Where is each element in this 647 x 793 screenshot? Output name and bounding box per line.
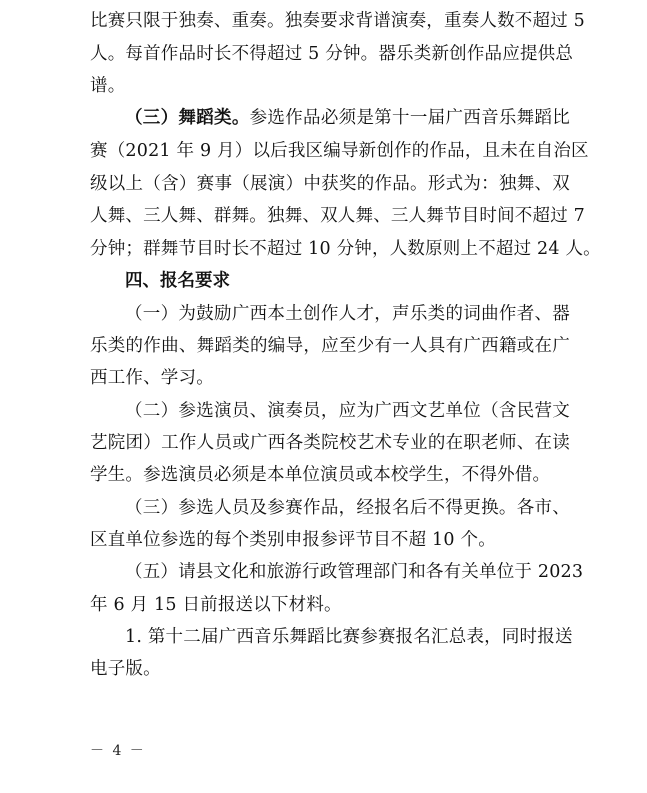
dance-paragraph-first-line — [125, 107, 570, 129]
paragraph-line: 年 6 月 15 日前报送以下材料。 — [90, 595, 342, 615]
paragraph-line: 分钟；群舞节目时长不超过 10 分钟，人数原则上不超过 24 人。 — [90, 239, 601, 259]
paragraph-line: 赛（2021 年 9 月）以后我区编导新创作的作品，且未在自治区 — [90, 141, 589, 161]
dance-category-heading: （三）舞蹈类。 — [125, 108, 250, 128]
paragraph-line: 艺院团）工作人员或广西各类院校艺术专业的在职老师、在读 — [90, 433, 570, 453]
paragraph-line: （一）为鼓励广西本土创作人才，声乐类的词曲作者、器 — [125, 304, 570, 324]
paragraph-line: 区直单位参选的每个类别申报参评节目不超 10 个。 — [90, 530, 496, 550]
paragraph-line: 1. 第十二届广西音乐舞蹈比赛参赛报名汇总表，同时报送 — [125, 627, 573, 647]
paragraph-line: 人舞、三人舞、群舞。独舞、双人舞、三人舞节目时间不超过 7 — [90, 206, 585, 226]
paragraph-line: 级以上（含）赛事（展演）中获奖的作品。形式为：独舞、双 — [90, 174, 570, 194]
paragraph-line: （二）参选演员、演奏员，应为广西文艺单位（含民营文 — [125, 401, 570, 421]
paragraph-line: 学生。参选演员必须是本单位演员或本校学生，不得外借。 — [90, 465, 551, 485]
paragraph-line: 比赛只限于独奏、重奏。独奏要求背谱演奏，重奏人数不超过 5 — [90, 11, 585, 31]
paragraph-line: 谱。 — [90, 76, 126, 96]
paragraph-line: （五）请县文化和旅游行政管理部门和各有关单位于 2023 — [125, 562, 584, 582]
paragraph-line: 人。每首作品时长不得超过 5 分钟。器乐类新创作品应提供总 — [90, 44, 574, 64]
page-number: － 4 － — [90, 743, 146, 759]
paragraph-line: 西工作、学习。 — [90, 368, 214, 388]
paragraph-line: 乐类的作曲、舞蹈类的编导，应至少有一人具有广西籍或在广 — [90, 336, 570, 356]
paragraph-text: 参选作品必须是第十一届广西音乐舞蹈比 — [249, 108, 570, 128]
paragraph-line: 电子版。 — [90, 659, 161, 679]
section-heading: 四、报名要求 — [125, 271, 230, 291]
paragraph-line: （三）参选人员及参赛作品，经报名后不得更换。各市、 — [125, 498, 570, 518]
